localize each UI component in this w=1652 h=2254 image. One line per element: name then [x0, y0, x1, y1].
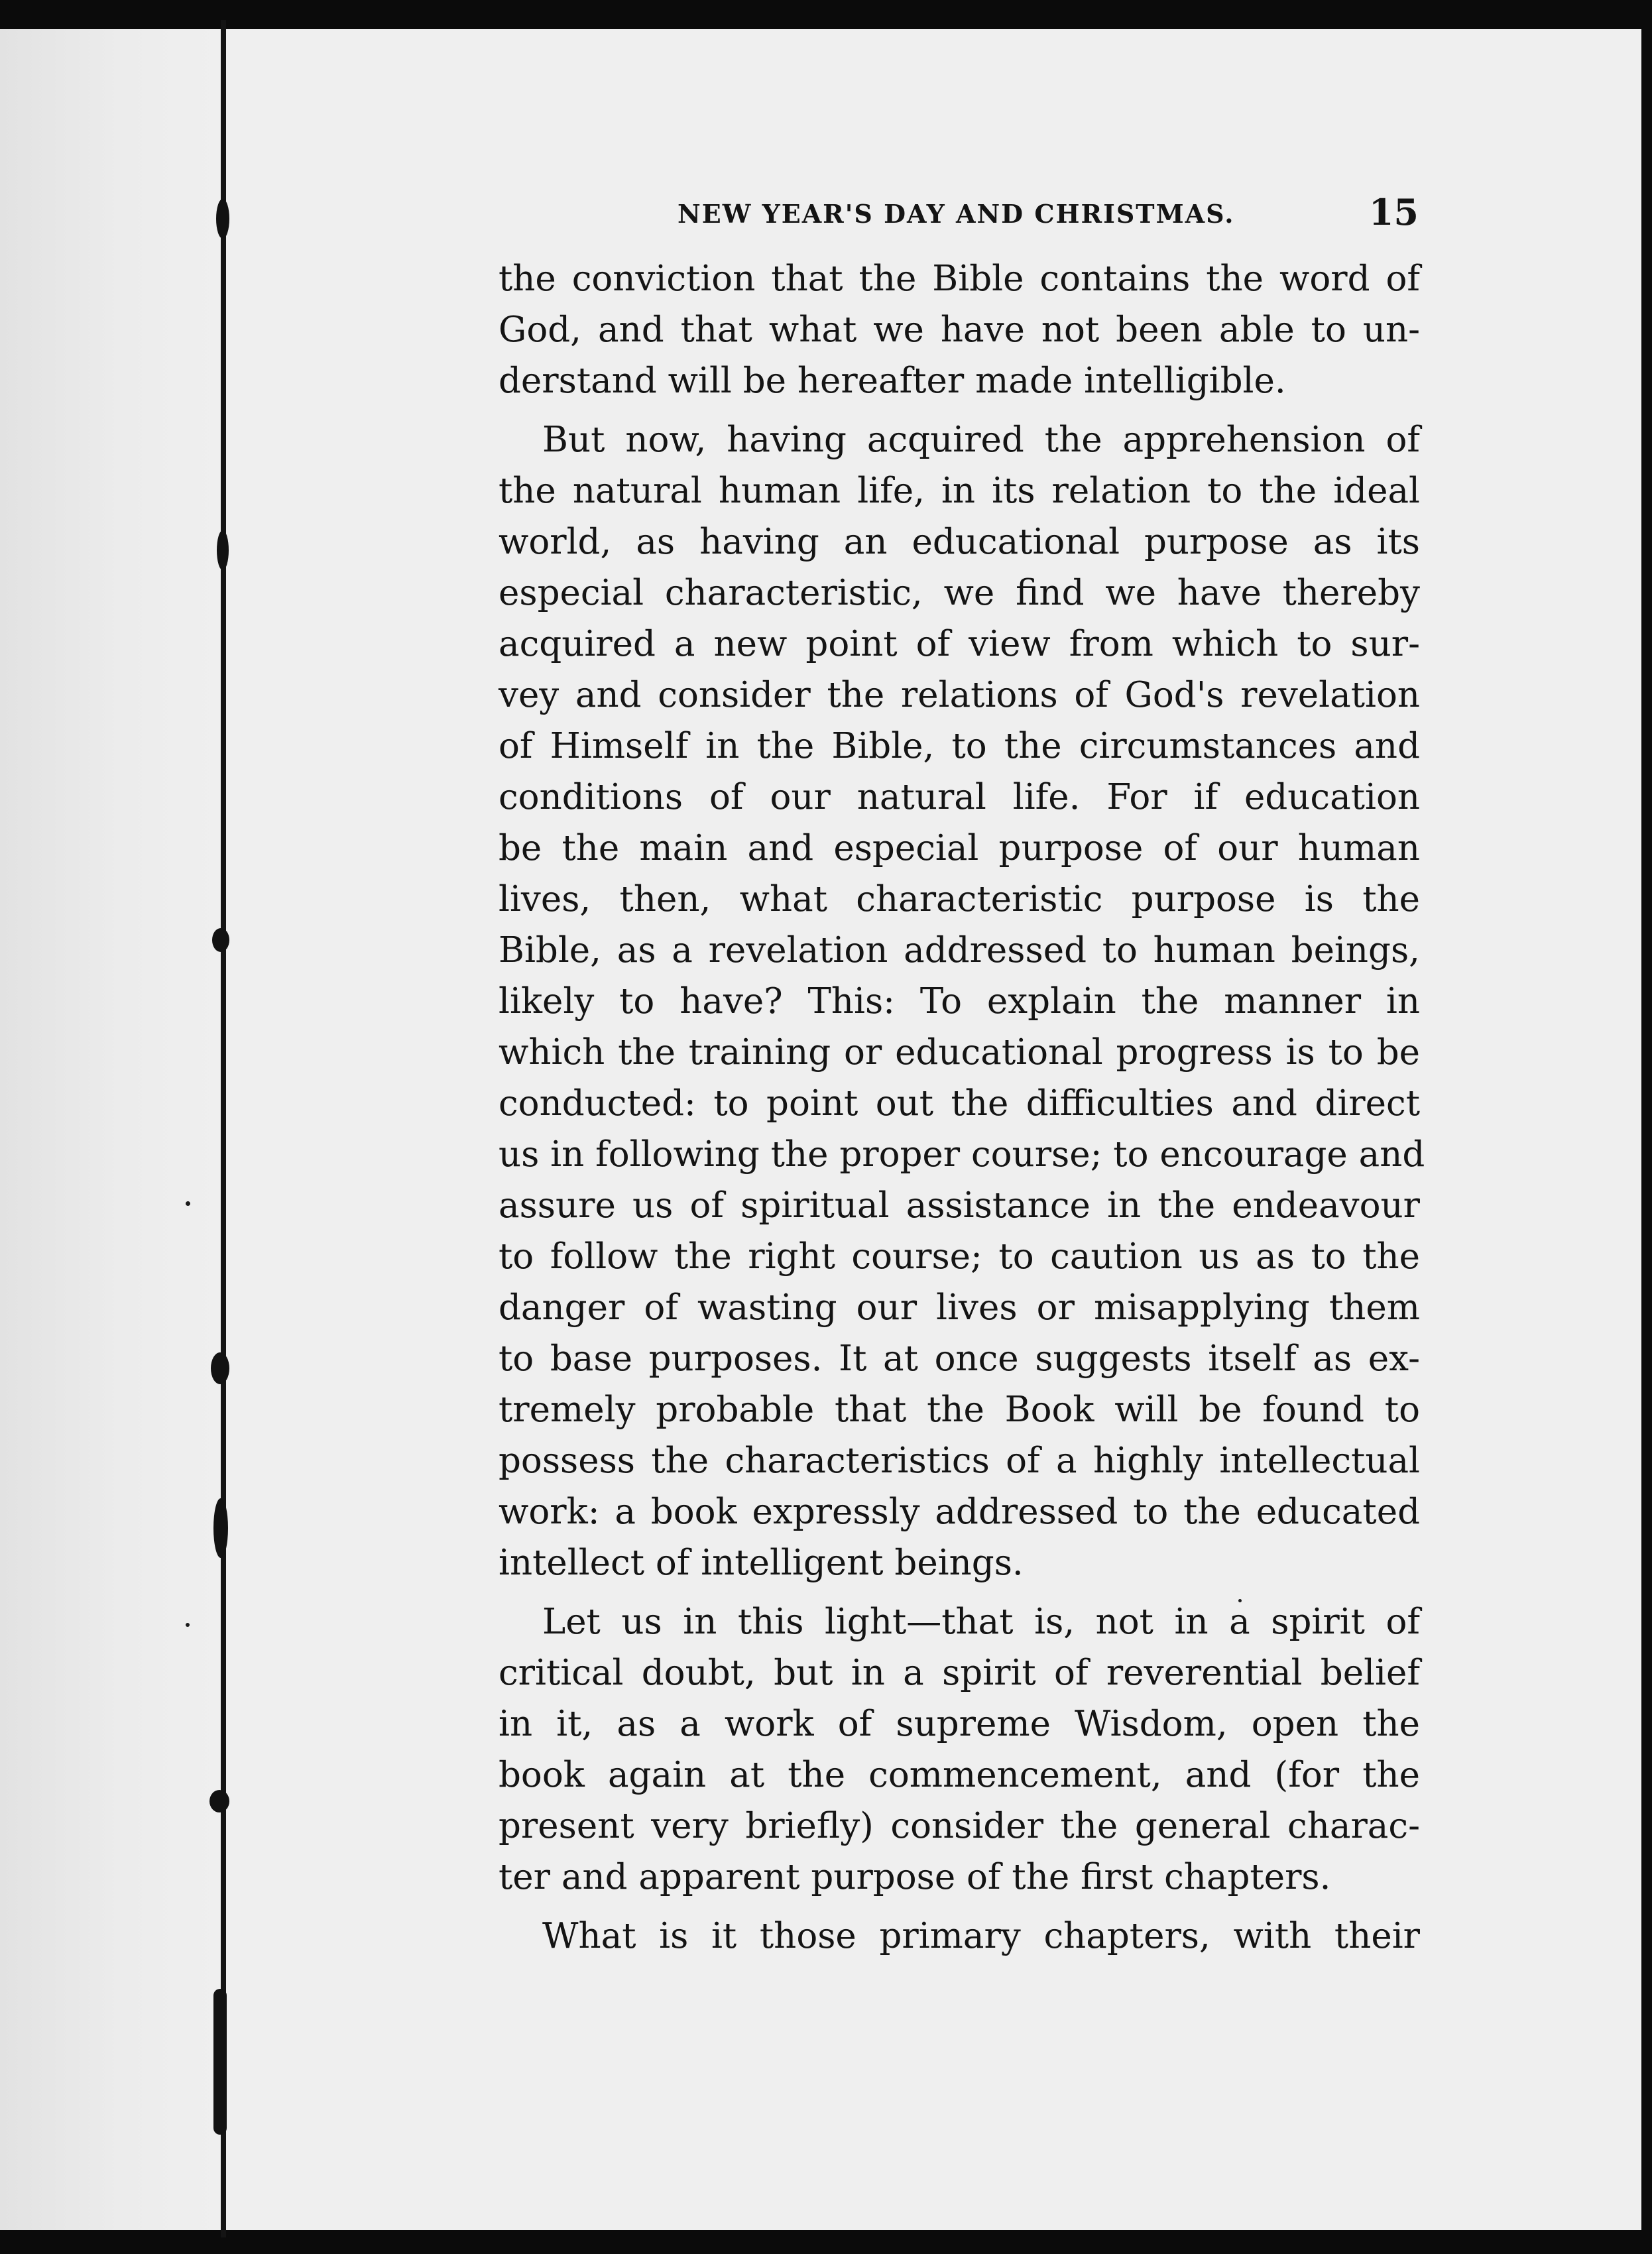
paragraph	[499, 414, 1425, 1588]
binding-mark	[209, 1790, 229, 1812]
text-line: the conviction that the Bible contains the word of	[499, 259, 1420, 299]
text-line: be the main and especial purpose of our human	[499, 828, 1420, 868]
text-line: God, and that what we have not been able to un-	[499, 310, 1420, 350]
text-line: in it, as a work of supreme Wisdom, open the	[499, 1704, 1420, 1744]
text-line: vey and consider the relations of God's revelation	[499, 675, 1420, 715]
text-line: danger of wasting our lives or misapplying them	[499, 1287, 1420, 1328]
text-line: to base purposes. It at once suggests itself as ex-	[499, 1338, 1420, 1379]
text-line: to follow the right course; to caution us as to the	[499, 1236, 1420, 1277]
text-line: present very briefly) consider the general charac-	[499, 1806, 1420, 1846]
text-line: Let us in this light—that is, not in a spirit of	[542, 1602, 1420, 1642]
running-title: NEW YEAR'S DAY AND CHRISTMAS.	[678, 199, 1235, 229]
text-line: assure us of spiritual assistance in the endeavour	[499, 1185, 1420, 1226]
text-line: the natural human life, in its relation to the ideal	[499, 471, 1420, 511]
page-number: 15	[1368, 191, 1419, 233]
paragraph-gap	[499, 1903, 1420, 1911]
paragraph-gap	[499, 406, 1420, 414]
binding-mark	[217, 530, 229, 570]
page-text	[499, 187, 1425, 1962]
paragraph	[499, 1596, 1420, 1903]
text-line: ter and apparent purpose of the first chapters.	[499, 1857, 1331, 1897]
text-line: likely to have? This: To explain the manner in	[499, 981, 1420, 1022]
text-line: intellect of intelligent beings.	[499, 1543, 1024, 1583]
text-line: tremely probable that the Book will be found to	[499, 1390, 1420, 1430]
running-head	[499, 187, 1420, 253]
text-line: of Himself in the Bible, to the circumstances and	[499, 726, 1420, 766]
dust-speck	[186, 1623, 190, 1627]
binding-mark	[213, 1498, 228, 1558]
text-line: book again at the commencement, and (for the	[499, 1755, 1420, 1795]
paragraph	[499, 1911, 1420, 1962]
text-line: acquired a new point of view from which to sur-	[499, 624, 1420, 664]
binding-fold-line	[221, 20, 226, 2237]
text-line: work: a book expressly addressed to the educated	[499, 1492, 1420, 1532]
paragraph-gap	[499, 1588, 1420, 1596]
gutter-shadow	[0, 29, 219, 2230]
text-line: especial characteristic, we find we have thereby	[499, 573, 1420, 613]
dust-speck	[186, 1201, 190, 1206]
text-line: conditions of our natural life. For if education	[499, 777, 1420, 817]
text-line: derstand will be hereafter made intelligible.	[499, 361, 1286, 401]
body-text	[499, 253, 1425, 1962]
paragraph	[499, 253, 1420, 406]
binding-mark	[212, 928, 229, 952]
text-line: Bible, as a revelation addressed to human beings,	[499, 930, 1420, 971]
text-line: lives, then, what characteristic purpose is the	[499, 879, 1420, 919]
text-line: conducted: to point out the difficulties and direct	[499, 1083, 1420, 1124]
text-line: us in following the proper course; to encourage and	[499, 1134, 1425, 1175]
text-line: What is it those primary chapters, with their	[542, 1916, 1420, 1956]
text-line: critical doubt, but in a spirit of reverential belief	[499, 1653, 1420, 1693]
binding-mark	[216, 199, 229, 239]
binding-mark	[213, 1989, 227, 2135]
text-line: But now, having acquired the apprehension of	[542, 420, 1420, 460]
text-line: which the training or educational progress is to be	[499, 1032, 1420, 1073]
text-line: world, as having an educational purpose as its	[499, 522, 1420, 562]
binding-mark	[211, 1352, 229, 1384]
text-line: possess the characteristics of a highly intellectual	[499, 1441, 1420, 1481]
